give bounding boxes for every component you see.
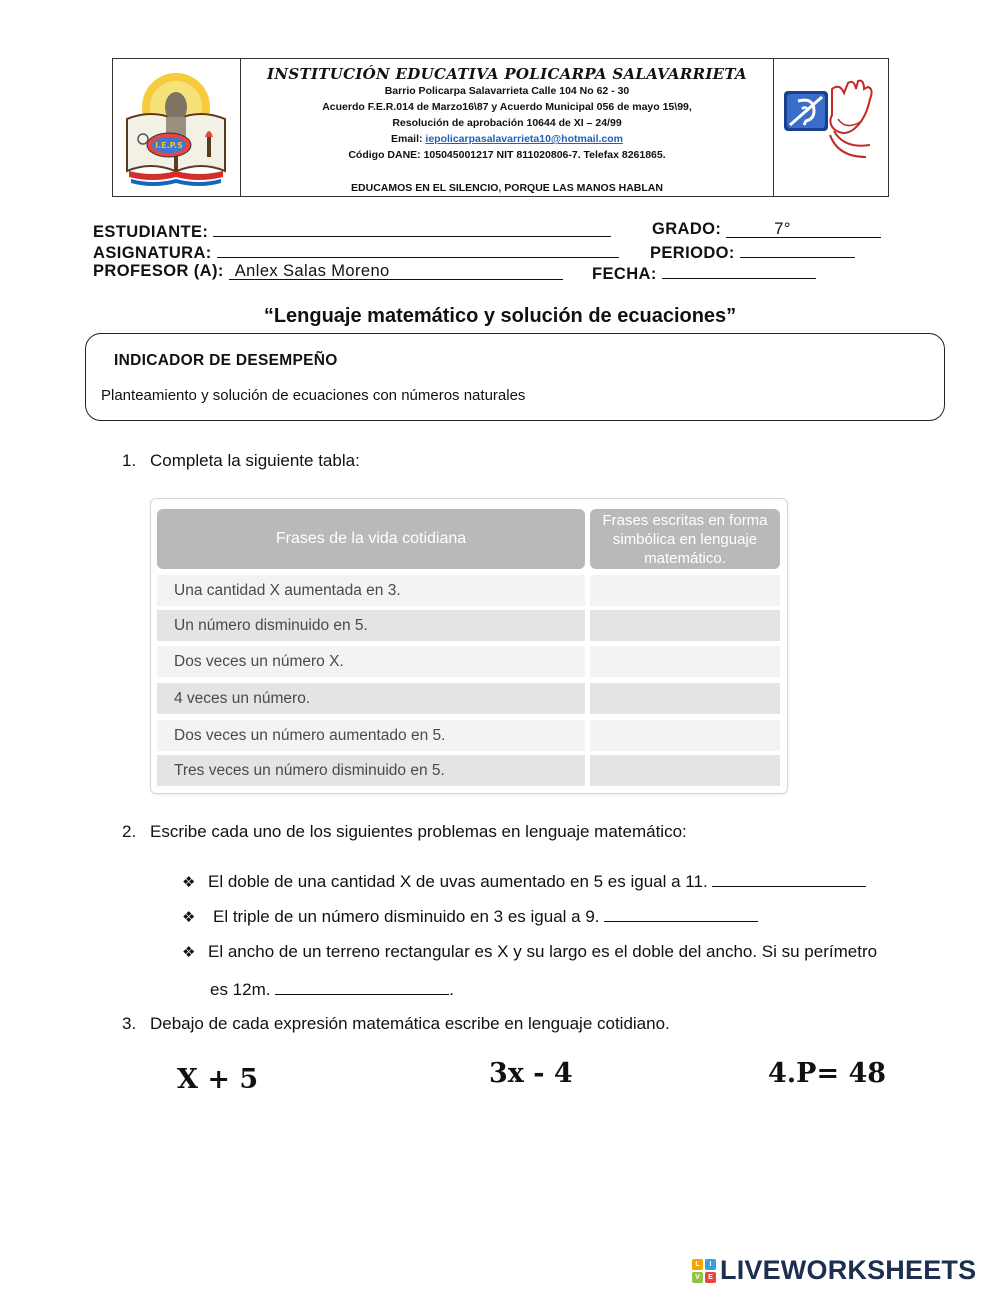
diamond-bullet-icon: ❖: [182, 943, 196, 961]
table-row: [157, 575, 780, 606]
indicator-text: Planteamiento y solución de ecuaciones con números naturales: [101, 387, 526, 404]
problem-item: [182, 942, 877, 962]
question-1: [122, 451, 360, 471]
indicator-box: [85, 333, 945, 421]
school-crest-icon: [113, 59, 240, 196]
table-cell-phrase: 4 veces un número.: [157, 683, 585, 714]
expression-3: 4.P= 48: [768, 1058, 887, 1089]
school-email-line: [241, 131, 773, 147]
period-line: [650, 241, 855, 263]
mark-letter: V: [692, 1272, 703, 1283]
question-number: 2.: [122, 822, 137, 841]
liveworksheets-logo: [692, 1255, 976, 1286]
student-label: ESTUDIANTE:: [93, 223, 209, 241]
table-header-everyday: Frases de la vida cotidiana: [157, 509, 585, 569]
question-3: [122, 1014, 670, 1034]
table-row: [157, 755, 780, 786]
expression-2: 3x - 4: [489, 1058, 573, 1089]
mark-letter: I: [705, 1259, 716, 1270]
email-label: Email:: [390, 133, 426, 145]
date-field[interactable]: [662, 262, 816, 279]
page-title: “Lenguaje matemático y solución de ecuaciones”: [263, 305, 737, 327]
student-line: [93, 220, 611, 242]
student-name-field[interactable]: [213, 220, 611, 237]
table-cell-answer[interactable]: [590, 755, 780, 786]
table-cell-phrase: Tres veces un número disminuido en 5.: [157, 755, 585, 786]
question-text: Debajo de cada expresión matemática escribe en lenguaje cotidiano.: [150, 1014, 670, 1033]
school-dane: Código DANE: 105045001217 NIT 811020806-7. Telefax 8261865.: [348, 149, 666, 161]
problem-item-continued: [210, 979, 454, 1000]
question-text: Escribe cada uno de los siguientes problemas en lenguaje matemático:: [150, 822, 687, 841]
answer-blank[interactable]: [604, 906, 758, 922]
table-cell-phrase: Dos veces un número X.: [157, 646, 585, 677]
phrases-table: [150, 498, 788, 794]
school-header: [112, 58, 889, 197]
deaf-accessibility-icon: [774, 59, 888, 196]
indicator-title: INDICADOR DE DESEMPEÑO: [114, 352, 338, 369]
table-cell-phrase: Una cantidad X aumentada en 3.: [157, 575, 585, 606]
mark-letter: L: [692, 1259, 703, 1270]
answer-blank[interactable]: [275, 979, 449, 995]
table-cell-phrase: Un número disminuido en 5.: [157, 610, 585, 641]
date-line: [592, 262, 816, 284]
teacher-line: [93, 262, 563, 281]
table-row: [157, 683, 780, 714]
teacher-label: PROFESOR (A):: [93, 262, 224, 280]
diamond-bullet-icon: ❖: [182, 908, 196, 926]
problem-text: es 12m.: [210, 980, 271, 999]
table-row: [157, 610, 780, 641]
table-cell-answer[interactable]: [590, 610, 780, 641]
table-cell-answer[interactable]: [590, 720, 780, 751]
liveworksheets-mark-icon: [692, 1259, 716, 1283]
table-header-symbolic: Frases escritas en forma simbólica en lenguaje matemático.: [590, 509, 780, 569]
school-resolution: Resolución de aprobación 10644 de XI – 24/99: [392, 117, 622, 129]
question-number: 1.: [122, 451, 137, 470]
table-cell-answer[interactable]: [590, 575, 780, 606]
teacher-value: Anlex Salas Moreno: [229, 263, 563, 280]
school-motto: EDUCAMOS EN EL SILENCIO, PORQUE LAS MANOS HABLAN: [351, 182, 663, 194]
problem-text: El doble de una cantidad X de uvas aumentado en 5 es igual a 11.: [208, 872, 708, 891]
question-text: Completa la siguiente tabla:: [150, 451, 360, 470]
date-label: FECHA:: [592, 265, 657, 283]
school-address: Barrio Policarpa Salavarrieta Calle 104 No 62 - 30: [384, 85, 630, 97]
grade-line: [652, 220, 881, 239]
period-field[interactable]: [740, 241, 855, 258]
problem-text: El ancho de un terreno rectangular es X y su largo es el doble del ancho. Si su perímetro: [208, 942, 878, 961]
table-row: [157, 720, 780, 751]
email-link[interactable]: iepolicarpasalavarrieta10@hotmail.com: [425, 133, 623, 145]
table-cell-phrase: Dos veces un número aumentado en 5.: [157, 720, 585, 751]
institution-name: INSTITUCIÓN EDUCATIVA POLICARPA SALAVARRIETA: [267, 65, 747, 83]
sign-language-logo-cell: [773, 59, 888, 196]
diamond-bullet-icon: ❖: [182, 873, 196, 891]
subject-field[interactable]: [217, 241, 619, 258]
school-agreement: Acuerdo F.E.R.014 de Marzo16\87 y Acuerdo Municipal 056 de mayo 15\99,: [322, 101, 692, 113]
problem-text: El triple de un número disminuido en 3 es igual a 9.: [213, 907, 600, 926]
subject-label: ASIGNATURA:: [93, 244, 212, 262]
mark-letter: E: [705, 1272, 716, 1283]
question-number: 3.: [122, 1014, 137, 1033]
answer-blank[interactable]: [712, 871, 866, 887]
svg-text:I.E.P.S: I.E.P.S: [155, 141, 183, 150]
liveworksheets-brand: LIVEWORKSHEETS: [720, 1255, 977, 1285]
table-cell-answer[interactable]: [590, 683, 780, 714]
problem-item: [182, 871, 866, 892]
table-cell-answer[interactable]: [590, 646, 780, 677]
school-logo-cell: [113, 59, 241, 196]
question-2: [122, 822, 687, 842]
period-label: PERIODO:: [650, 244, 735, 262]
grade-value: 7°: [726, 221, 881, 238]
grade-label: GRADO:: [652, 220, 722, 238]
problem-item: [182, 906, 758, 927]
expression-1: X + 5: [177, 1064, 259, 1095]
table-row: [157, 646, 780, 677]
period-mark: .: [449, 980, 454, 999]
school-info: [241, 59, 773, 196]
subject-line: [93, 241, 619, 263]
